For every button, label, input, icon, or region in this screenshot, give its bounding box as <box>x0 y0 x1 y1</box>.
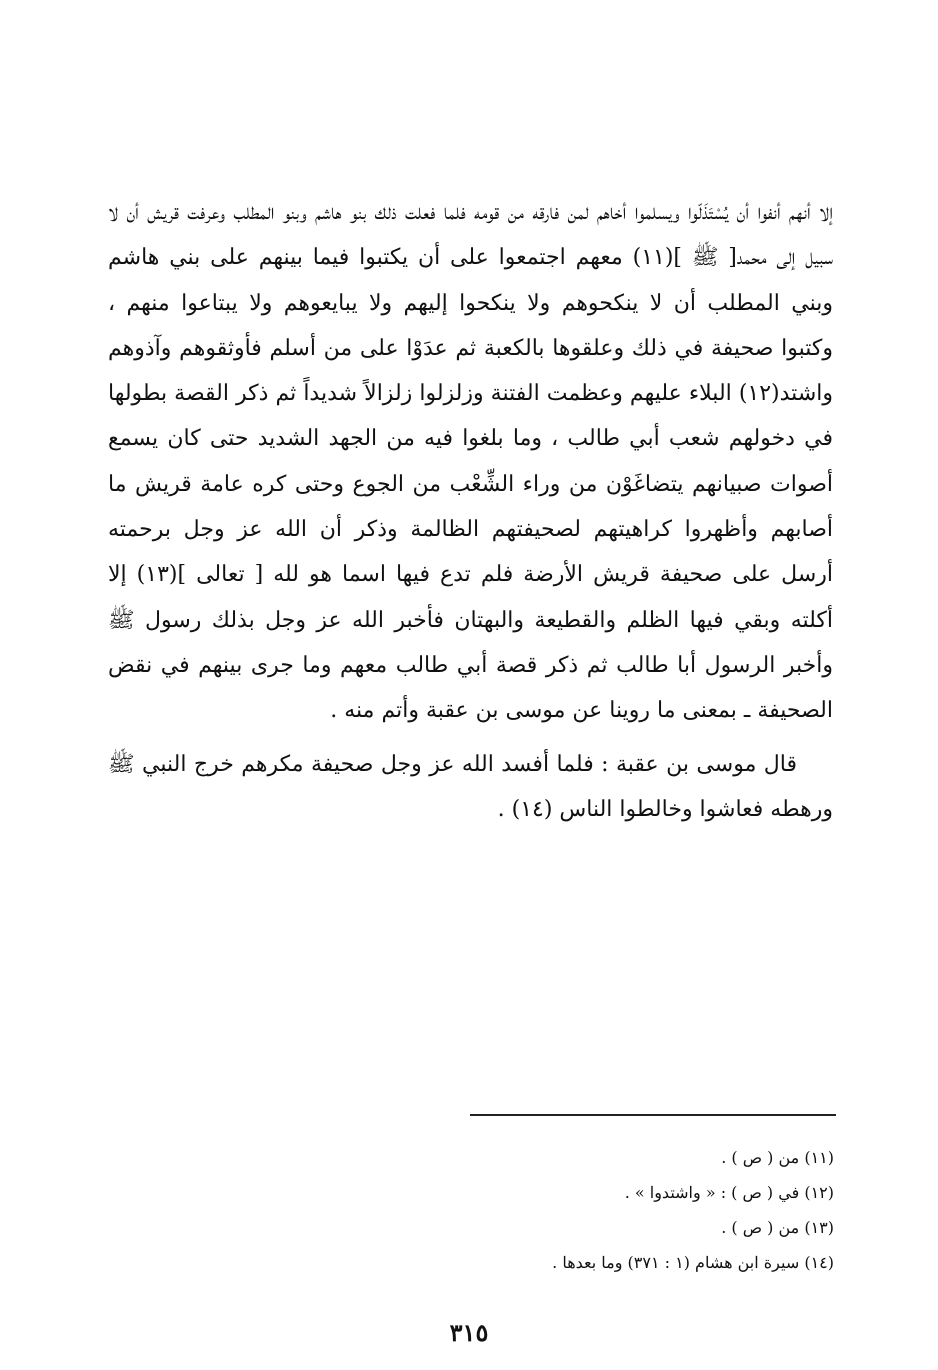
footnote-11: (١١) من ( ص ) . <box>721 1148 834 1167</box>
main-text <box>108 190 833 832</box>
footnote-12: (١٢) في ( ص ) : « واشتدوا » . <box>624 1183 834 1202</box>
page-number: ٣١٥ <box>449 1318 489 1347</box>
paragraph-2: قال موسى بن عقبة : فلما أفسد الله عز وجل صحيفة مكرهم خرج النبي ﷺ ورهطه فعاشوا وخالطوا الناس (١٤) . <box>108 751 833 822</box>
footnote-14: (١٤) سيرة ابن هشام (١ : ٣٧١) وما بعدها . <box>552 1253 834 1272</box>
footnote-separator <box>470 1114 836 1116</box>
footnotes <box>330 1140 834 1280</box>
paragraph-1: إلا أنهم أنفوا أن يُسْتَذَلّوا ويسلموا أخاهم لمن فارقه من قومه فلما فعلت ذلك بنو هاشم وبنو المطلب وعرفت قريش أن لا سبيل إلى محمد[ ﷺ ](١١) معهم اجتمعوا على أن يكتبوا فيما بينهم على بني هاشم وبني المطلب أن لا ينكحوهم ولا ينكحوا إليهم ولا يبايعوهم ولا يبتاعوا منهم ، وكتبوا صحيفة في ذلك وعلقوها بالكعبة ثم عدَوْا على من أسلم فأوثقوهم وآذوهم واشتد(١٢) البلاء عليهم وعظمت الفتنة وزلزلوا زلزالاً شديداً ثم ذكر القصة بطولها في دخولهم شعب أبي طالب ، وما بلغوا فيه من الجهد الشديد حتى كان يسمع أصوات صبيانهم يتضاغَوْن من وراء الشِّعْب من الجوع وحتى كره عامة قريش ما أصابهم وأظهروا كراهيتهم لصحيفتهم الظالمة وذكر أن الله عز وجل برحمته أرسل على صحيفة قريش الأرضة فلم تدع فيها اسما هو لله [ تعالى ](١٣) إلا أكلته وبقي فيها الظلم والقطيعة والبهتان فأخبر الله عز وجل بذلك رسول ﷺ وأخبر الرسول أبا طالب ثم ذكر قصة أبي طالب معهم وما جرى بينهم في نقض الصحيفة ـ بمعنى ما روينا عن موسى بن عقبة وأتم منه . <box>108 200 833 724</box>
footnote-13: (١٣) من ( ص ) . <box>721 1218 834 1237</box>
